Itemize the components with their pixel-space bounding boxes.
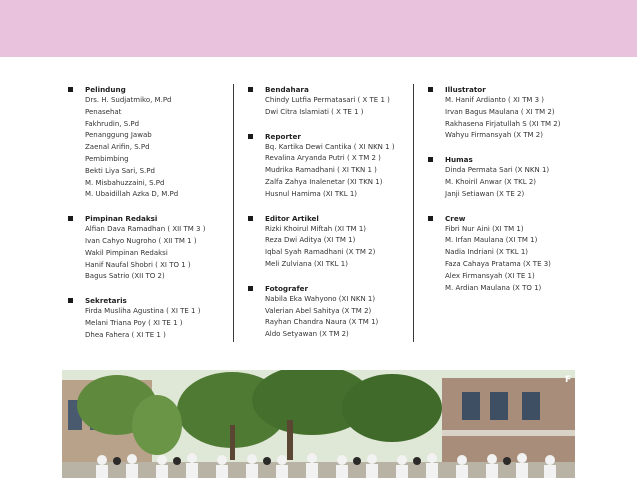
member-list (445, 165, 574, 200)
credits-column-3 (422, 84, 574, 306)
square-bullet-icon (428, 157, 433, 162)
member-list (445, 224, 574, 295)
section-title-text: Editor Artikel (265, 213, 319, 223)
square-bullet-icon (68, 216, 73, 221)
member-name: Irvan Bagus Maulana ( XI TM 2) (445, 107, 555, 116)
member-name: Fibri Nur Aini (XI TM 1) (445, 224, 524, 233)
member-name: M. Misbahuzzaini, S.Pd (85, 178, 165, 187)
staff-credits (62, 84, 572, 344)
member-name: Pembimbing (85, 154, 129, 163)
section-title (62, 84, 232, 95)
square-bullet-icon (248, 134, 253, 139)
section-title-text: Crew (445, 213, 466, 223)
member-list (85, 95, 232, 201)
member-name: Bq. Kartika Dewi Cantika ( XI NKN 1 ) (265, 142, 395, 151)
member-name: Mudrika Ramadhani ( XI TKN 1 ) (265, 166, 377, 175)
member-name: Aldo Setyawan (X TM 2) (265, 330, 349, 339)
member-name: Dwi Citra Islamiati ( X TE 1 ) (265, 107, 364, 116)
member-name: Melani Triana Poy ( XI TE 1 ) (85, 318, 183, 327)
member-name: Rayhan Chandra Naura (X TM 1) (265, 318, 379, 327)
section-title-text: Sekretaris (85, 296, 127, 306)
member-list (265, 224, 410, 271)
member-list (265, 142, 410, 201)
square-bullet-icon (68, 87, 73, 92)
member-name: Janji Setiawan (X TE 2) (445, 189, 525, 198)
member-name: Zaenal Arifin, S.Pd (85, 143, 150, 152)
credit-section (62, 84, 232, 201)
member-name: M. Ardian Maulana (X TO 1) (445, 283, 542, 292)
member-name: Meli Zulviana (XI TKL 1) (265, 259, 348, 268)
credit-section (242, 213, 410, 271)
group-photo-illustration (62, 370, 575, 478)
header-band (0, 0, 637, 57)
credit-section (242, 283, 410, 341)
credit-section (422, 213, 574, 295)
section-title (242, 84, 410, 95)
member-name: Wahyu Firmansyah (X TM 2) (445, 131, 543, 140)
square-bullet-icon (248, 286, 253, 291)
member-name: Fakhrudin, S.Pd (85, 119, 140, 128)
square-bullet-icon (428, 216, 433, 221)
member-name: Dinda Permata Sari (X NKN 1) (445, 166, 550, 175)
photo-corner-mark: F (565, 375, 572, 385)
section-title (62, 295, 232, 306)
square-bullet-icon (428, 87, 433, 92)
member-name: Firda Musliha Agustina ( XI TE 1 ) (85, 307, 201, 316)
square-bullet-icon (248, 87, 253, 92)
member-name: M. Hanif Ardianto ( XI TM 3 ) (445, 96, 545, 104)
square-bullet-icon (68, 298, 73, 303)
section-title (422, 84, 574, 95)
section-title-text: Bendahara (265, 85, 309, 94)
member-name: Dhea Fahera ( XI TE 1 ) (85, 330, 166, 339)
member-name: Iqbal Syah Ramadhani (X TM 2) (265, 248, 376, 257)
member-name: Revalina Aryanda Putri ( X TM 2 ) (265, 154, 381, 163)
member-name: Chindy Lutfia Permatasari ( X TE 1 ) (265, 96, 390, 104)
section-title (242, 213, 410, 224)
member-name: Ivan Cahyo Nugroho ( XII TM 1 ) (85, 236, 197, 245)
section-title-text: Humas (445, 155, 473, 165)
member-name: Drs. H. Sudjatmiko, M.Pd (85, 96, 172, 104)
member-list (445, 95, 574, 142)
member-name: Penanggung Jawab (85, 131, 152, 140)
section-title (242, 283, 410, 294)
member-name: Rizki Khoirul Miftah (XI TM 1) (265, 224, 367, 233)
section-title-text: Reporter (265, 131, 301, 141)
column-divider (233, 84, 234, 342)
section-title (242, 131, 410, 142)
member-list (85, 306, 232, 341)
member-name: Penasehat (85, 107, 122, 116)
section-title (422, 213, 574, 224)
member-name: Nabila Eka Wahyono (XI NKN 1) (265, 294, 376, 303)
member-name: Reza Dwi Aditya (XI TM 1) (265, 236, 356, 245)
member-list (265, 95, 410, 119)
member-name: Faza Cahaya Pratama (X TE 3) (445, 259, 551, 268)
member-name: Nadia Indriani (X TKL 1) (445, 248, 529, 257)
section-title-text: Pelindung (85, 85, 126, 94)
credits-column-2 (242, 84, 410, 353)
member-name: M. Irfan Maulana (XI TM 1) (445, 236, 538, 245)
section-title-text: Illustrator (445, 85, 486, 94)
square-bullet-icon (248, 216, 253, 221)
member-name: Bekti Liya Sari, S.Pd (85, 166, 155, 175)
member-name: Hanif Naufal Shobri ( XI TO 1 ) (85, 260, 191, 269)
credit-section (242, 84, 410, 119)
member-name: Valerian Abel Sahitya (X TM 2) (265, 306, 372, 315)
column-divider (413, 84, 414, 342)
member-name: Alex Firmansyah (XI TE 1) (445, 271, 535, 280)
member-name: Husnul Hamima (XI TKL 1) (265, 189, 358, 198)
credit-section (62, 295, 232, 341)
member-name: M. Khoiril Anwar (X TKL 2) (445, 177, 537, 186)
credit-section (242, 131, 410, 201)
credit-section (422, 154, 574, 200)
section-title-text: Pimpinan Redaksi (85, 214, 158, 224)
member-name: Alfian Dava Ramadhan ( XII TM 3 ) (85, 225, 206, 234)
group-photo (62, 370, 575, 478)
credit-section (422, 84, 574, 142)
member-list (85, 224, 232, 283)
member-name: M. Ubaidillah Azka D, M.Pd (85, 190, 179, 199)
member-name: Rakhasena Firjatullah S (XI TM 2) (445, 119, 561, 128)
section-title (422, 154, 574, 165)
member-name: Wakil Pimpinan Redaksi (85, 248, 168, 257)
member-name: Bagus Satrio (XII TO 2) (85, 272, 165, 281)
section-title-text: Fotografer (265, 283, 309, 293)
member-name: Zalfa Zahya Inalenetar (XI TKN 1) (265, 177, 383, 186)
member-list (265, 294, 410, 341)
section-title (62, 213, 232, 224)
credit-section (62, 213, 232, 283)
credits-column-1 (62, 84, 232, 354)
